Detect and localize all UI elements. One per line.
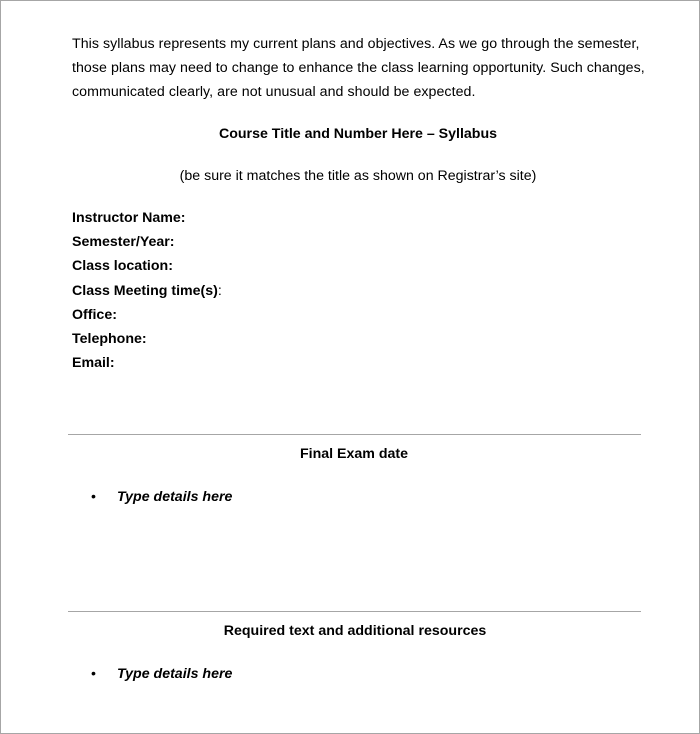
intro-line: those plans may need to change to enhance the class learning opportunity. Such changes, bbox=[72, 60, 645, 76]
final-exam-details-placeholder: Type details here bbox=[117, 489, 233, 505]
office-label: Office: bbox=[72, 306, 117, 323]
class-location-label: Class location: bbox=[72, 258, 173, 275]
telephone-row bbox=[72, 329, 222, 353]
class-meeting-time-colon: : bbox=[217, 282, 222, 299]
instructor-name-row bbox=[72, 208, 222, 232]
resources-details-placeholder: Type details here bbox=[117, 666, 233, 682]
intro-line: This syllabus represents my current plans and objectives. As we go through the semester, bbox=[72, 36, 640, 52]
section-divider bbox=[68, 434, 641, 435]
final-exam-heading: Final Exam date bbox=[299, 446, 409, 462]
intro-line: communicated clearly, are not unusual and should be expected. bbox=[72, 84, 476, 100]
final-exam-list-item bbox=[91, 487, 232, 507]
resources-heading: Required text and additional resources bbox=[223, 623, 487, 639]
bullet-icon: • bbox=[91, 489, 96, 505]
resources-list-item bbox=[91, 664, 232, 684]
office-row bbox=[72, 305, 222, 329]
email-row bbox=[72, 353, 222, 377]
telephone-label: Telephone: bbox=[72, 330, 147, 347]
semester-year-label: Semester/Year: bbox=[72, 234, 175, 251]
instructor-info-list bbox=[72, 208, 222, 377]
instructor-name-label: Instructor Name: bbox=[72, 210, 186, 226]
section-divider bbox=[68, 611, 641, 612]
class-meeting-time-label: Class Meeting time(s) bbox=[72, 282, 218, 299]
class-meeting-time-row bbox=[72, 281, 222, 305]
intro-paragraph bbox=[72, 32, 652, 104]
email-label: Email: bbox=[72, 355, 115, 372]
class-location-row bbox=[72, 256, 222, 280]
syllabus-title: Course Title and Number Here – Syllabus bbox=[218, 126, 498, 142]
semester-year-row bbox=[72, 232, 222, 256]
bullet-icon: • bbox=[91, 666, 96, 682]
syllabus-subtitle-note: (be sure it matches the title as shown on Registrar’s site) bbox=[179, 168, 537, 184]
